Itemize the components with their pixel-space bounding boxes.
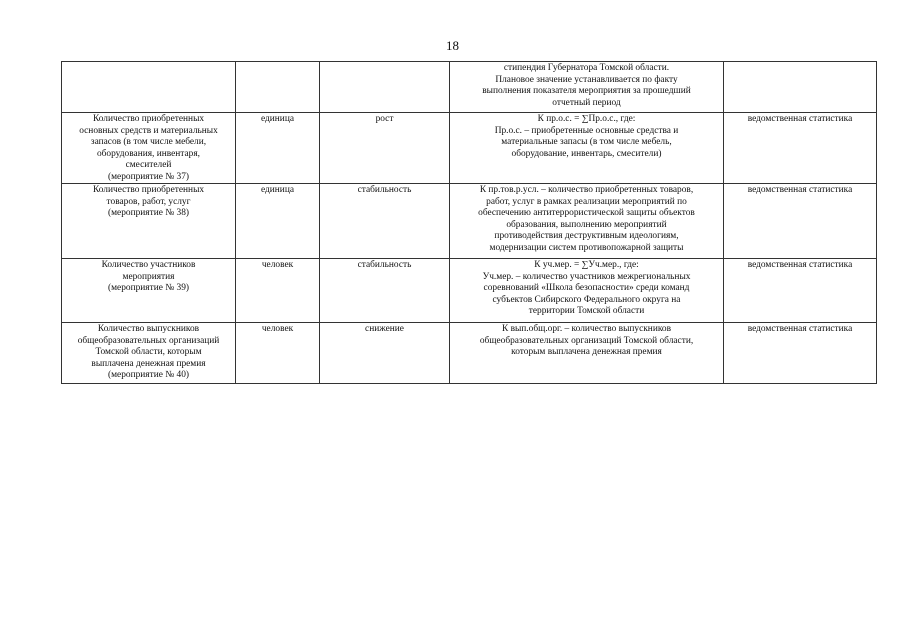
formula-cell-line: К пр.о.с. = ∑Пр.о.с., где:	[537, 114, 636, 124]
formula-cell-line: Плановое значение устанавливается по факту	[495, 74, 678, 85]
unit-cell: единица	[236, 184, 320, 259]
formula-cell	[450, 184, 724, 259]
indicator-name-cell	[62, 184, 236, 259]
formula-cell-line: работ, услуг в рамках реализации мероприятий по	[486, 196, 687, 207]
indicator-name-cell-line: (мероприятие № 40)	[107, 370, 190, 380]
indicator-name-cell-line: основных средств и материальных	[79, 125, 218, 136]
indicator-name-cell-line: (мероприятие № 38)	[107, 208, 190, 218]
table-row	[62, 113, 877, 184]
indicator-name-cell-line: оборудования, инвентаря,	[96, 148, 201, 159]
indicator-name-cell	[62, 62, 236, 113]
unit-cell: единица	[236, 113, 320, 184]
source-cell: ведомственная статистика	[724, 184, 877, 259]
trend-cell: стабильность	[320, 259, 450, 323]
formula-cell	[450, 62, 724, 113]
indicator-name-cell-line: запасов (в том числе мебели,	[90, 137, 207, 147]
source-cell: ведомственная статистика	[724, 113, 877, 184]
formula-cell-line: модернизации систем противопожарной защиты	[489, 242, 684, 253]
indicator-name-cell-line: Количество приобретенных	[92, 114, 205, 124]
indicator-name-cell-line: Количество выпускников	[97, 324, 200, 334]
unit-cell: человек	[236, 323, 320, 384]
indicator-name-cell-line: мероприятия	[122, 271, 175, 282]
table-row	[62, 62, 877, 113]
formula-cell-line: Пр.о.с. – приобретенные основные средства и	[494, 125, 679, 136]
formula-cell-line: материальные запасы (в том числе мебель,	[501, 137, 672, 147]
trend-cell: рост	[320, 113, 450, 184]
formula-cell-line: противодействия деструктивным идеологиям,	[494, 231, 679, 241]
indicator-name-cell	[62, 323, 236, 384]
formula-cell-line: отчетный период	[552, 97, 621, 108]
indicator-name-cell-line: Количество приобретенных	[92, 185, 205, 195]
formula-cell-line: Уч.мер. – количество участников межрегиональных	[482, 271, 691, 282]
indicator-name-cell-line: (мероприятие № 39)	[107, 283, 190, 293]
indicator-name-cell-line: товаров, работ, услуг	[106, 196, 191, 207]
indicator-name-cell-line: (мероприятие № 37)	[107, 171, 190, 182]
trend-cell: снижение	[320, 323, 450, 384]
indicator-name-cell-line: общеобразовательных организаций	[77, 335, 220, 346]
formula-cell-line: которым выплачена денежная премия	[511, 347, 662, 357]
formula-cell-line: субъектов Сибирского Федерального округа на	[492, 294, 681, 305]
formula-cell-line: К пр.тов.р.усл. – количество приобретенных товаров,	[479, 185, 694, 195]
trend-cell	[320, 62, 450, 113]
formula-cell	[450, 323, 724, 384]
formula-cell	[450, 113, 724, 184]
indicator-name-cell-line: Количество участников	[101, 260, 196, 270]
formula-cell-line: образования, выполнению мероприятий	[506, 219, 667, 230]
formula-cell-line: К вып.общ.орг. – количество выпускников	[501, 324, 672, 334]
source-cell	[724, 62, 877, 113]
table-row	[62, 259, 877, 323]
indicators-table	[61, 61, 877, 384]
formula-cell-line: стипендия Губернатора Томской области.	[503, 63, 670, 73]
formula-cell-line: территории Томской области	[528, 306, 645, 316]
page-number: 18	[446, 38, 459, 53]
table-row	[62, 323, 877, 384]
formula-cell-line: общеобразовательных организаций Томской области,	[479, 335, 694, 346]
indicator-name-cell-line: Томской области, которым	[95, 347, 202, 357]
formula-cell-line: соревнований «Школа безопасности» среди команд	[483, 283, 690, 293]
source-cell: ведомственная статистика	[724, 323, 877, 384]
indicator-name-cell	[62, 259, 236, 323]
formula-cell-line: обеспечению антитеррористической защиты объектов	[478, 208, 695, 218]
unit-cell	[236, 62, 320, 113]
formula-cell-line: оборудование, инвентарь, смесители)	[511, 148, 662, 159]
formula-cell-line: выполнения показателя мероприятия за прошедший	[482, 86, 691, 96]
indicator-name-cell	[62, 113, 236, 184]
trend-cell: стабильность	[320, 184, 450, 259]
indicator-name-cell-line: выплачена денежная премия	[91, 358, 206, 369]
indicator-name-cell-line: смесителей	[125, 160, 172, 170]
unit-cell: человек	[236, 259, 320, 323]
table-row	[62, 184, 877, 259]
formula-cell-line: К уч.мер. = ∑Уч.мер., где:	[534, 260, 639, 270]
formula-cell	[450, 259, 724, 323]
source-cell: ведомственная статистика	[724, 259, 877, 323]
